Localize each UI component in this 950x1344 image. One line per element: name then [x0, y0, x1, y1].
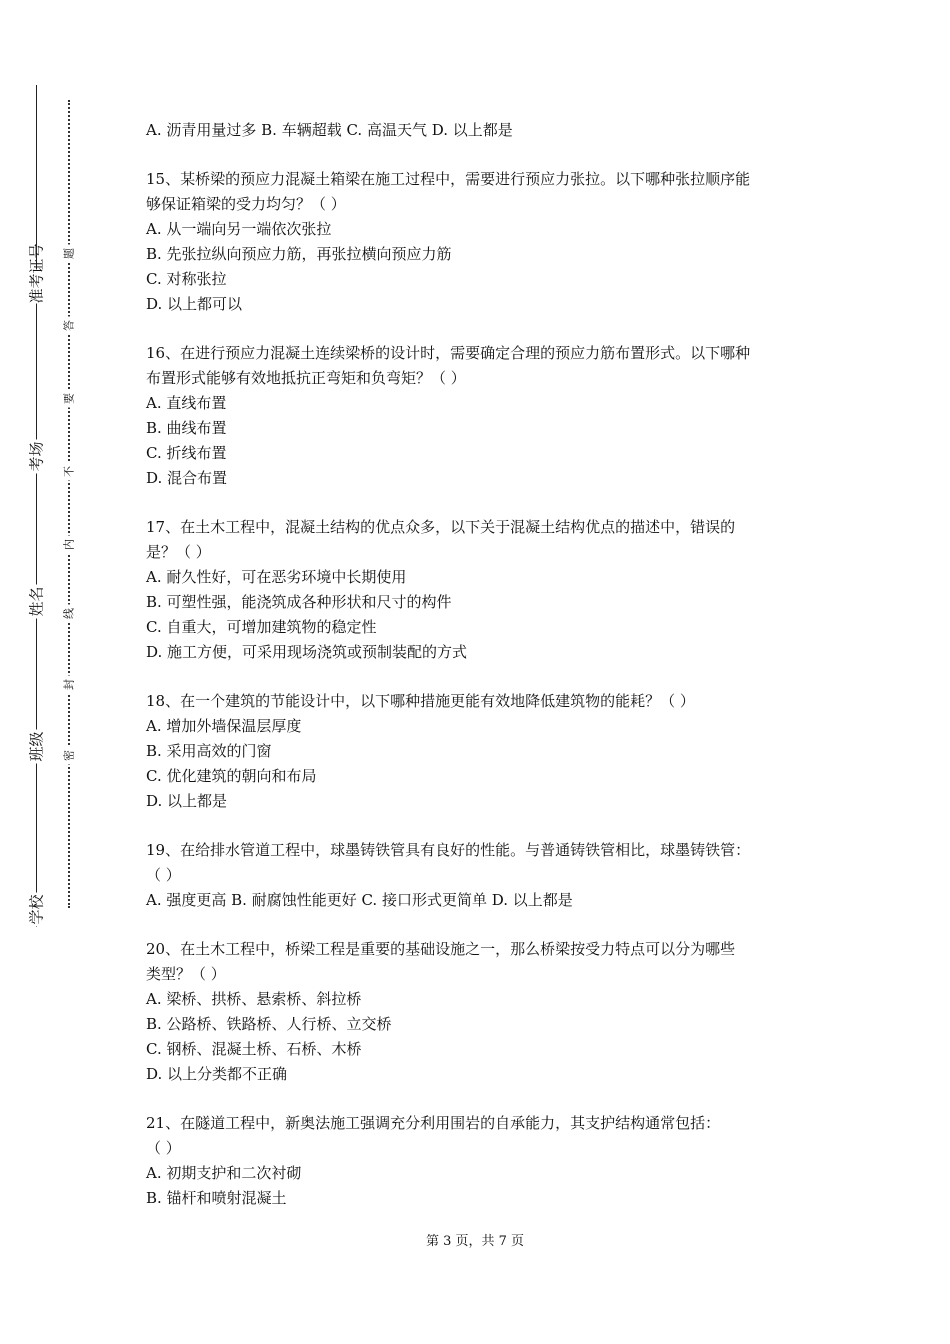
question-text: 18、在一个建筑的节能设计中，以下哪种措施更能有效地降低建筑物的能耗？（ ） — [146, 692, 695, 710]
option-d: D. 混合布置 — [146, 469, 228, 487]
option-c: C. 对称张拉 — [146, 270, 227, 288]
question-17 — [146, 515, 826, 665]
question-20 — [146, 937, 826, 1087]
seal-char: 线 — [62, 605, 77, 623]
option-c: C. 优化建筑的朝向和布局 — [146, 767, 317, 785]
option-a: A. 耐久性好，可在恶劣环境中长期使用 — [146, 568, 407, 586]
option-c: C. 自重大，可增加建筑物的稳定性 — [146, 618, 377, 636]
question-text: （ ） — [146, 866, 181, 884]
question-text: 是？（ ） — [146, 543, 211, 561]
option-a: A. 初期支护和二次衬砌 — [146, 1164, 302, 1182]
question-21 — [146, 1111, 826, 1211]
option-a: A. 从一端向另一端依次张拉 — [146, 220, 332, 238]
binding-solid-line — [36, 85, 37, 927]
option-a: A. 梁桥、拱桥、悬索桥、斜拉桥 — [146, 990, 362, 1008]
option-c: C. 折线布置 — [146, 444, 227, 462]
field-school-label: 学校 — [26, 893, 49, 927]
option-c: C. 钢桥、混凝土桥、石桥、木桥 — [146, 1040, 362, 1058]
question-18 — [146, 689, 826, 814]
seal-char: 要 — [62, 390, 77, 408]
option-b: B. 曲线布置 — [146, 419, 227, 437]
seal-char: 内 — [62, 536, 77, 554]
question-text: 布置形式能够有效地抵抗正弯矩和负弯矩？（ ） — [146, 369, 466, 387]
option-b: B. 公路桥、铁路桥、人行桥、立交桥 — [146, 1015, 392, 1033]
option-b: B. 采用高效的门窗 — [146, 742, 272, 760]
option-a: A. 增加外墙保温层厚度 — [146, 717, 302, 735]
question-text: 19、在给排水管道工程中，球墨铸铁管具有良好的性能。与普通铸铁管相比，球墨铸铁管： — [146, 841, 751, 859]
exam-content — [146, 118, 826, 1211]
seal-char: 密 — [62, 747, 77, 765]
field-name-label: 姓名 — [26, 585, 49, 619]
question-text: （ ） — [146, 1139, 181, 1157]
question-text: 类型？（ ） — [146, 965, 226, 983]
option-d: D. 以上都是 — [146, 792, 228, 810]
options-inline: A. 强度更高 B. 耐腐蚀性能更好 C. 接口形式更简单 D. 以上都是 — [146, 891, 573, 909]
question-16 — [146, 341, 826, 491]
field-class-label: 班级 — [26, 730, 49, 764]
seal-char: 不 — [62, 463, 77, 481]
option-b: B. 锚杆和喷射混凝土 — [146, 1189, 287, 1207]
question-15 — [146, 167, 826, 317]
option-d: D. 以上分类都不正确 — [146, 1065, 288, 1083]
question-text: 够保证箱梁的受力均匀？（ ） — [146, 195, 346, 213]
previous-question-options: A. 沥青用量过多 B. 车辆超载 C. 高温天气 D. 以上都是 — [146, 121, 513, 139]
question-text: 17、在土木工程中，混凝土结构的优点众多，以下关于混凝土结构优点的描述中，错误的 — [146, 518, 736, 536]
binding-dotted-line — [68, 100, 70, 908]
field-exam-room-label: 考场 — [26, 440, 49, 474]
question-text: 15、某桥梁的预应力混凝土箱梁在施工过程中，需要进行预应力张拉。以下哪种张拉顺序能 — [146, 170, 751, 188]
question-text: 21、在隧道工程中，新奥法施工强调充分利用围岩的自承能力，其支护结构通常包括： — [146, 1114, 721, 1132]
question-text: 20、在土木工程中，桥梁工程是重要的基础设施之一，那么桥梁按受力特点可以分为哪些 — [146, 940, 736, 958]
seal-char: 答 — [62, 317, 77, 335]
option-b: B. 可塑性强，能浇筑成各种形状和尺寸的构件 — [146, 593, 452, 611]
seal-char: 封 — [62, 676, 77, 694]
option-d: D. 施工方便，可采用现场浇筑或预制装配的方式 — [146, 643, 468, 661]
field-exam-number-label: 准考证号 — [26, 270, 49, 304]
option-b: B. 先张拉纵向预应力筋，再张拉横向预应力筋 — [146, 245, 452, 263]
option-d: D. 以上都可以 — [146, 295, 243, 313]
seal-char: 题 — [62, 245, 77, 263]
option-a: A. 直线布置 — [146, 394, 227, 412]
question-text: 16、在进行预应力混凝土连续梁桥的设计时，需要确定合理的预应力筋布置形式。以下哪种 — [146, 344, 751, 362]
question-19 — [146, 838, 826, 913]
page-footer: 第 3 页，共 7 页 — [425, 1234, 525, 1249]
